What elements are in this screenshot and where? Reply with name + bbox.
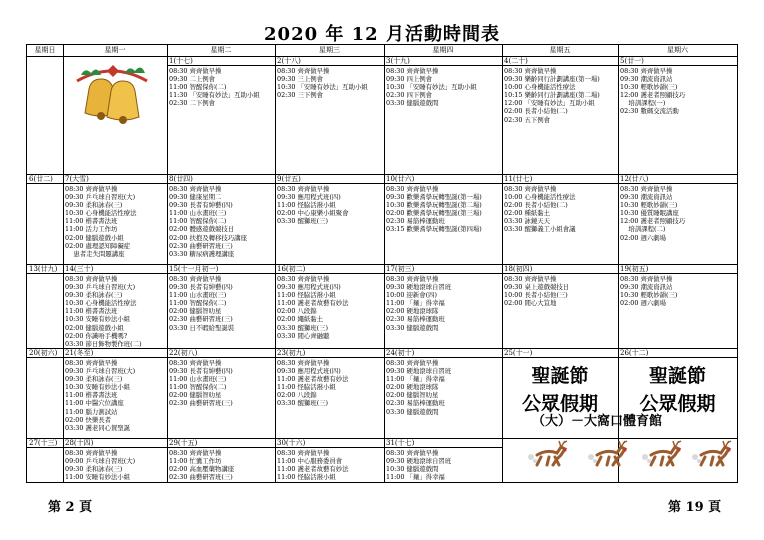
date-label: 12(廿八) — [618, 175, 737, 184]
activity-list — [275, 185, 384, 263]
activity-item: 02:00 長者小結他(二) — [504, 201, 568, 210]
activity-item: 02:30 易筋棒運動班 — [386, 315, 445, 324]
activity-item: 08:30 齊齊做早操 — [169, 449, 222, 457]
activity-item: 10:30 安睡有妙法小組 — [65, 383, 131, 392]
activity-item: 09:30 長者有紳藝(四) — [169, 367, 233, 376]
activity-item: 08:30 齊齊做早操 — [169, 67, 222, 75]
activity-item: 09:30 長者有紳藝(四) — [169, 283, 233, 292]
activity-item: 08:30 齊齊做早操 — [65, 275, 118, 283]
date-label: 31(十七) — [384, 439, 502, 448]
activity-item: 08:30 齊齊做早操 — [386, 359, 439, 367]
activity-item: 08:30 齊齊做早操 — [277, 67, 330, 75]
activity-item: 02:00 處理認知障礙症 — [65, 241, 131, 250]
activity-item: 10:30 心身機能活性療法 — [65, 209, 137, 218]
activity-item: 11:00 中心服務委員會 — [277, 457, 343, 466]
activity-item: 02:00 週六劇場 — [620, 233, 667, 242]
activity-item: 09:30 柔和詠春(三) — [65, 201, 123, 210]
activity-item: 10:00 長者小結他(三) — [504, 291, 568, 300]
page-number-left: 第 2 頁 — [48, 500, 93, 515]
weekday-header-cell: 星期一 — [104, 46, 126, 54]
activity-item: 10:15 樂齡同行計劃講座(第二場) — [504, 91, 600, 100]
activity-list — [384, 449, 502, 481]
activity-list — [618, 275, 737, 347]
activity-item: 10:30 歡樂耆學玩轉聖誕(第二場) — [386, 201, 482, 210]
activity-item: 10:00 心身機能活性療法 — [504, 83, 576, 92]
activity-item: 11:00 楷書書法班 — [65, 307, 118, 316]
activity-list — [618, 185, 737, 263]
activity-item: 08:30 齊齊做早操 — [169, 359, 222, 367]
activity-item: 09:30 應用程式班(四) — [277, 283, 341, 292]
activity-item: 08:30 齊齊做早操 — [65, 359, 118, 367]
activity-item: 11:00 山水畫班(三) — [169, 375, 227, 384]
date-label: 4(二十) — [502, 57, 618, 66]
activity-item: 02:00 健腦智叻星 — [386, 391, 439, 400]
activity-item: 08:30 齊齊做早操 — [277, 185, 330, 193]
activity-item: 11:00 忙囊工作坊 — [169, 457, 222, 466]
activity-item: 02:30 曲藝研習班(三) — [169, 241, 233, 250]
activity-item: 09:30 樂齡同行計劃講座(第一場) — [504, 75, 600, 84]
date-label: 2(十八) — [275, 57, 384, 66]
activity-item: 03:30 醒獅義工小組會議 — [504, 225, 576, 234]
date-label: 24(初十) — [384, 349, 502, 358]
activity-item: 10:30 「安睡有妙法」互助小組 — [386, 83, 477, 92]
activity-item: 09:00 乒乓球自習班(大) — [65, 457, 136, 466]
weekday-header-cell: 星期六 — [667, 46, 688, 54]
activity-item: 11:00 中醫穴位講座 — [65, 399, 124, 408]
activity-list — [502, 275, 618, 347]
reindeer-icon — [641, 437, 685, 471]
activity-list — [63, 275, 167, 347]
holiday-type: 公眾假期 — [639, 393, 716, 415]
activity-item: 10:00 迎新會(四) — [386, 291, 437, 300]
date-label: 21(冬至) — [63, 349, 167, 358]
activity-item: 10:30 優質睡眠講座 — [620, 209, 679, 218]
activity-item: 02:00 週六劇場 — [620, 299, 667, 308]
date-label: 28(十四) — [63, 439, 167, 448]
activity-item: 08:30 齊齊做早操 — [169, 275, 222, 283]
date-label: 3(十九) — [384, 57, 502, 66]
activity-item: 11:00 楷書書法班 — [65, 391, 118, 400]
activity-item: 02:00 中心康樂小組聚會 — [277, 209, 349, 218]
activity-list — [618, 67, 737, 173]
activity-item: 11:00 安睡有妙法小組 — [65, 473, 131, 481]
activity-item: 10:30 健腦遊戲間 — [386, 465, 439, 474]
activity-item: 08:30 齊齊做早操 — [169, 185, 222, 193]
activity-item: 02:30 三下例會 — [277, 91, 324, 100]
activity-item: 08:30 齊齊做早操 — [277, 275, 330, 283]
date-label: 14(三十) — [63, 265, 167, 274]
activity-item: 09:30 乒乓球自習班(大) — [65, 193, 136, 202]
activity-item: 02:00 扶抱及轉移技巧講座 — [169, 233, 247, 242]
activity-item: 09:30 柔和詠春(三) — [65, 465, 123, 474]
date-label: 6(廿二) — [27, 175, 63, 184]
activity-item: 10:30 「安睡有妙法」互助小組 — [277, 83, 368, 92]
activity-item: 09:30 二上例會 — [169, 75, 216, 84]
activity-item: 03:30 日不暇給聖誕裝 — [169, 323, 235, 332]
date-label: 8(廿四) — [167, 175, 275, 184]
activity-item: 03:30 醒獅班(三) — [277, 399, 328, 408]
reindeer-icon — [527, 437, 571, 471]
activity-item: 02:00 高血壓藥物講座 — [169, 465, 235, 474]
activity-item: 02:00 八段錦 — [277, 391, 317, 400]
holiday-name: 聖誕節 — [648, 365, 706, 387]
activity-item: 11:00 智醒保你(二) — [169, 217, 227, 226]
date-label: 13(廿九) — [27, 265, 63, 274]
activity-item: 02:30 曲藝研習班(三) — [169, 473, 233, 481]
activity-list — [275, 67, 384, 173]
activity-item: 03:30 糖尿病護理講座 — [169, 249, 235, 258]
activity-item: 02:00 體感遊戲競技日 — [169, 225, 235, 234]
activity-item: 11:00 山水畫班(三) — [169, 209, 227, 218]
activity-list — [384, 359, 502, 437]
activity-list — [167, 359, 275, 437]
activity-list — [384, 185, 502, 263]
activity-item: 03:30 健腦遊戲間 — [386, 323, 439, 332]
activity-item: 02:00 健腦遊戲小組 — [65, 233, 124, 242]
date-label: 17(初三) — [384, 265, 502, 274]
activity-item: 02:00 閒心大笪地 — [504, 299, 557, 308]
activity-item: 11:00 護老者故藝有妙法 — [277, 375, 349, 384]
activity-item: 09:30 應用程式班(四) — [277, 367, 341, 376]
date-label: 11(廿七) — [502, 175, 618, 184]
date-label: 27(十三) — [27, 439, 63, 448]
activity-list — [275, 449, 384, 481]
activity-item: 08:30 齊齊做早操 — [620, 185, 673, 193]
activity-item: 09:30 潮流資訊站 — [620, 75, 673, 84]
activity-list — [167, 67, 275, 173]
reindeer-icon — [587, 437, 631, 471]
weekday-header-cell: 星期三 — [319, 46, 340, 54]
activity-item: 02:30 五下例會 — [504, 115, 551, 124]
activity-item: 11:00 怪脇活潑小組 — [277, 473, 336, 481]
date-label: 25(十一) — [502, 349, 618, 358]
activity-item: 03:30 健腦遊戲間 — [386, 99, 439, 108]
activity-item: 02:00 歡樂耆學玩轉聖誕(第三場) — [386, 209, 482, 218]
calendar-grid — [26, 44, 738, 483]
activity-item: 11:00 腦力測試站 — [65, 407, 118, 416]
date-label: 7(大雪) — [63, 175, 167, 184]
date-label: 29(十五) — [167, 439, 275, 448]
activity-item: 培訓課程(二) — [620, 225, 666, 234]
activity-list — [275, 359, 384, 437]
date-label: 19(初五) — [618, 265, 737, 274]
activity-item: 08:30 齊齊做早操 — [65, 449, 118, 457]
weekday-header-cell: 星期二 — [210, 46, 232, 54]
date-label: 9(廿五) — [275, 175, 384, 184]
activity-item: 09:30 柔和詠春(三) — [65, 375, 123, 384]
activity-item: 09:30 歡樂耆學玩轉聖誕(第一場) — [386, 193, 482, 202]
activity-item: 12:00 「安睡有妙法」互助小組 — [504, 99, 595, 108]
holiday-name: 聖誕節 — [531, 365, 589, 387]
activity-item: 02:00 硬地滾球隊 — [386, 307, 439, 316]
activity-item: 02:30 數碼交流活動 — [620, 107, 679, 116]
activity-item: 09:30 健康星期二 — [169, 193, 222, 202]
activity-item: 08:30 齊齊做早操 — [277, 359, 330, 367]
activity-item: 02:00 長者小結他(二) — [504, 107, 568, 116]
activity-item: 02:00 硬地滾球隊 — [386, 383, 439, 392]
activity-item: 02:00 快樂長者 — [65, 415, 112, 424]
activity-item: 08:30 齊齊做早操 — [504, 275, 557, 283]
activity-item: 11:00 活力工作坊 — [65, 225, 118, 234]
activity-item: 08:30 齊齊做早操 — [386, 67, 439, 75]
activity-item: 10:00 心身機能活性療法 — [504, 193, 576, 202]
activity-item: 09:30 桌上遊戲競技日 — [504, 283, 570, 292]
weekday-header-cell: 星期日 — [34, 46, 56, 54]
activity-list — [63, 449, 167, 481]
activity-item: 03:30 詠鏡天天 — [504, 217, 551, 226]
holiday-type: 公眾假期 — [521, 393, 598, 415]
activity-item: 03:30 閒心齊融聽 — [277, 331, 330, 340]
activity-item: 09:30 三上例會 — [277, 75, 324, 84]
date-label: 23(初九) — [275, 349, 384, 358]
activity-item: 10:30 輕歌妙韻(三) — [620, 201, 678, 210]
date-label: 22(初八) — [167, 349, 275, 358]
date-label: 16(初二) — [275, 265, 384, 274]
activity-item: 11:00 「麺」得幸福 — [386, 375, 445, 384]
activity-item: 09:30 硬地滾球自習班 — [386, 283, 452, 292]
activity-item: 02:00 種紙黏土 — [504, 209, 551, 218]
activity-item: 08:30 齊齊做早操 — [620, 275, 673, 283]
activity-item: 08:30 齊齊做早操 — [386, 275, 439, 283]
activity-item: 11:30 「安睡有妙法」互助小組 — [169, 91, 260, 100]
activity-item: 患者走失問題講座 — [65, 249, 125, 258]
activity-item: 03:30 健腦遊戲間 — [386, 407, 439, 416]
activity-item: 09:30 潮流資訊站 — [620, 283, 673, 292]
date-label: 1(十七) — [167, 57, 275, 66]
activity-item: 09:30 長者有紳藝(四) — [169, 201, 233, 210]
activity-item: 02:30 易筋棒運動班 — [386, 217, 445, 226]
activity-item: 03:30 護老同心賀聖誕 — [65, 423, 131, 432]
activity-item: 08:30 齊齊做早操 — [277, 449, 330, 457]
activity-item: 11:00 智醒保你(二) — [169, 299, 227, 308]
activity-item: 10:30 心身機能活性療法 — [65, 299, 137, 308]
christmas-bells-icon — [67, 61, 157, 140]
date-label: 15(十一月初一) — [167, 265, 275, 274]
activity-list — [63, 185, 167, 263]
activity-item: 08:30 齊齊做早操 — [386, 449, 439, 457]
activity-item: 09:30 柔和詠春(三) — [65, 291, 123, 300]
weekday-header-row — [27, 45, 737, 57]
activity-item: 02:30 二下例會 — [169, 99, 216, 108]
activity-list — [167, 185, 275, 263]
activity-item: 08:30 齊齊做早操 — [504, 67, 557, 75]
activity-item: 09:30 乒乓球自習班(大) — [65, 283, 136, 292]
activity-item: 02:30 曲藝研習班(三) — [169, 315, 233, 324]
activity-item: 02:30 曲藝研習班(三) — [169, 399, 233, 408]
activity-list — [167, 275, 275, 347]
activity-item: 11:00 怪脇活潑小組 — [277, 383, 336, 392]
date-label: 20(初六) — [27, 349, 63, 358]
activity-list — [502, 67, 618, 173]
activity-item: 09:30 硬地滾球自習班 — [386, 367, 452, 376]
activity-item: 12:00 護老者照顧技巧 — [620, 91, 686, 100]
activity-item: 03:30 醒獅班(三) — [277, 323, 328, 332]
activity-item: 02:00 繩紙黏土 — [277, 315, 324, 324]
activity-item: 03:15 歡樂耆學玩轉聖誕(第四場) — [386, 225, 482, 234]
activity-item: 09:30 乒乓球自習班(大) — [65, 367, 136, 376]
activity-item: 11:00 「麺」得幸福 — [386, 473, 445, 481]
activity-list — [502, 185, 618, 263]
activity-item: 02:30 四下例會 — [386, 91, 433, 100]
activity-list — [384, 275, 502, 347]
activity-list — [275, 275, 384, 347]
weekday-header-cell: 星期四 — [432, 46, 454, 54]
activity-item: 10:30 安睡有妙法小組 — [65, 315, 131, 324]
activity-list — [384, 67, 502, 173]
date-label: 5(廿一) — [618, 57, 737, 66]
activity-item: 培訓課程(一) — [620, 99, 666, 108]
activity-item: 02:00 八段錦 — [277, 307, 317, 316]
activity-item: 08:30 齊齊做早操 — [620, 67, 673, 75]
weekday-header-cell: 星期五 — [549, 46, 571, 54]
activity-item: 11:00 楷書書法班 — [65, 217, 118, 226]
page-title: 2020 年 12 月活動時間表 — [264, 24, 500, 45]
activity-item: 12:00 護老者照顧技巧 — [620, 217, 686, 226]
activity-item: 11:00 怪脇活潑小組 — [277, 201, 336, 210]
activity-item: 03:30 節日飾物製作班(二) — [65, 339, 142, 347]
date-label: 30(十六) — [275, 439, 384, 448]
venue-label: （大）－大窩口體育館 — [532, 414, 663, 429]
activity-item: 02:30 易筋棒運動班 — [386, 399, 445, 408]
activity-item: 10:30 輕歌妙韻(三) — [620, 83, 678, 92]
activity-item: 03:30 醒獅班(三) — [277, 217, 328, 226]
activity-item: 02:00 健腦遊戲小組 — [65, 323, 124, 332]
activity-item: 10:30 輕歌妙韻(三) — [620, 291, 678, 300]
activity-item: 09:30 硬地滾球自習班 — [386, 457, 452, 466]
activity-item: 11:00 「麺」得幸福 — [386, 299, 445, 308]
page-number-right: 第 19 頁 — [668, 500, 722, 515]
activity-item: 11:00 怪脇活潑小組 — [277, 291, 336, 300]
activity-item: 08:30 齊齊做早操 — [65, 185, 118, 193]
activity-item: 08:30 齊齊做早操 — [386, 185, 439, 193]
reindeer-icon — [691, 437, 735, 471]
activity-item: 02:00 健腦智叻星 — [169, 307, 222, 316]
activity-item: 11:00 護老者故藝有妙法 — [277, 465, 349, 474]
activity-list — [167, 449, 275, 481]
activity-item: 11:00 智醒保你(二) — [169, 83, 227, 92]
activity-list — [63, 359, 167, 437]
activity-item: 09:30 應用程式班(四) — [277, 193, 341, 202]
date-label: 26(十二) — [618, 349, 737, 358]
activity-item: 11:00 智醒保你(二) — [169, 383, 227, 392]
activity-item: 11:00 山水畫班(三) — [169, 291, 227, 300]
date-label: 10(廿六) — [384, 175, 502, 184]
activity-item: 02:00 健腦智叻星 — [169, 391, 222, 400]
activity-item: 08:30 齊齊做早操 — [504, 185, 557, 193]
activity-item: 09:30 四上例會 — [386, 75, 433, 84]
activity-item: 02:00 你識唔手機嗎? — [65, 331, 128, 340]
activity-item: 09:30 潮流資訊站 — [620, 193, 673, 202]
activity-item: 11:00 護老者故藝有妙法 — [277, 299, 349, 308]
date-label: 18(初四) — [502, 265, 618, 274]
